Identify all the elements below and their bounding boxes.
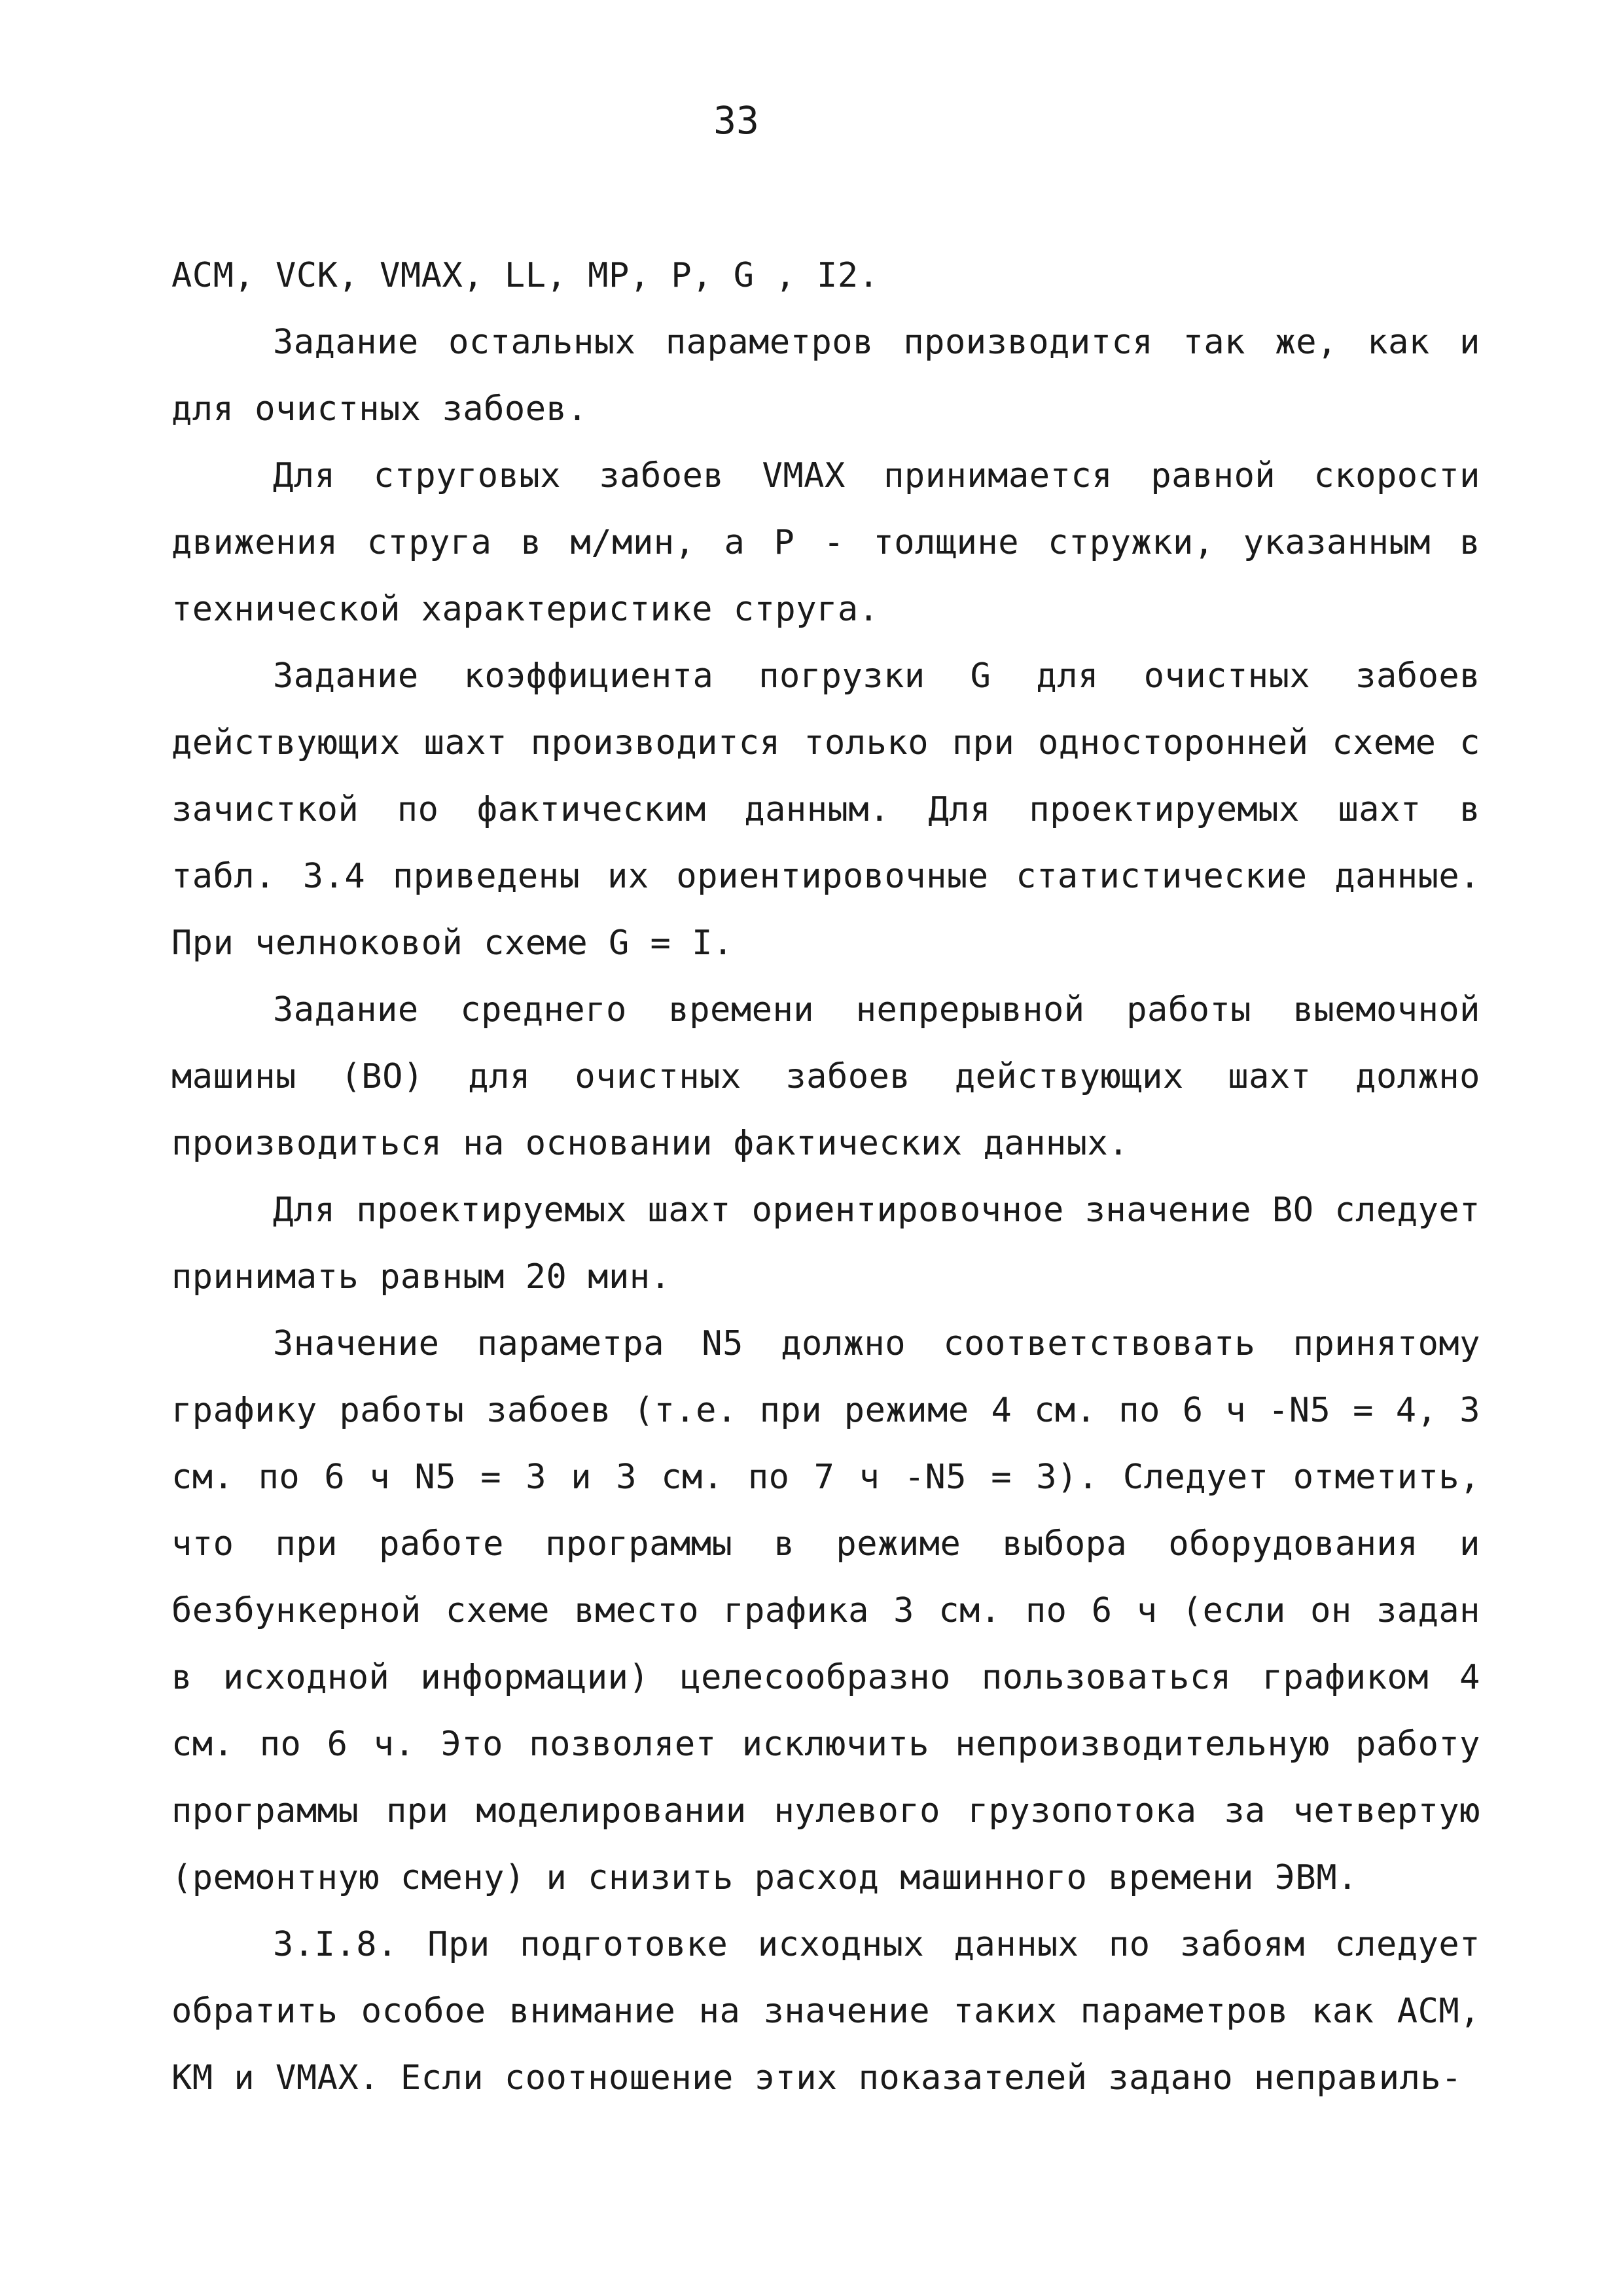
paragraph-projected-mines: Для проектируемых шахт ориентировочное значение ВО следует принимать равным 20 мин.	[171, 1191, 1480, 1297]
page-number: 33	[713, 98, 759, 143]
paragraph-loading-coefficient: Задание коэффициента погрузки G для очистных забоев действующих шахт производится только при односторонней схеме с зачисткой по фактическим данным. Для проектируемых шахт в табл. 3.4 приведены их ориентировочные статистические данные. При челноковой схеме G = I.	[171, 656, 1480, 963]
document-body	[171, 242, 1480, 2111]
paragraph-mean-operation-time: Задание среднего времени непрерывной работы выемочной машины (ВО) для очистных забоев действующих шахт должно производиться на основании фактических данных.	[171, 990, 1480, 1163]
paragraph-section-3-1-8: 3.I.8. При подготовке исходных данных по забоям следует обратить особое внимание на значение таких параметров как АСМ, КМ и VМАХ. Если соотношение этих показателей задано неправиль-	[171, 1925, 1480, 2098]
paragraph-parameter-list: АСМ, VСК, VМАХ, LL, МР, Р, G , I2.	[171, 256, 880, 295]
paragraph-n5-parameter: Значение параметра N5 должно соответствовать принятому графику работы забоев (т.е. при режиме 4 см. по 6 ч -N5 = 4, 3 см. по 6 ч N5 = 3 и 3 см. по 7 ч -N5 = 3). Следует отметить, что при работе программы в режиме выбора оборудования и безбункерной схеме вместо графика 3 см. по 6 ч (если он задан в исходной информации) целесообразно пользоваться графиком 4 см. по 6 ч. Это позволяет исключить непроизводительную работу программы при моделировании нулевого грузопотока за четвертую (ремонтную смену) и снизить расход машинного времени ЭВМ.	[171, 1324, 1480, 1897]
paragraph-plough-faces: Для струговых забоев VМАХ принимается равной скорости движения струга в м/мин, а Р - толщине стружки, указанным в технической характеристике струга.	[171, 456, 1480, 629]
paragraph-other-parameters: Задание остальных параметров производится так же, как и для очистных забоев.	[171, 323, 1480, 429]
